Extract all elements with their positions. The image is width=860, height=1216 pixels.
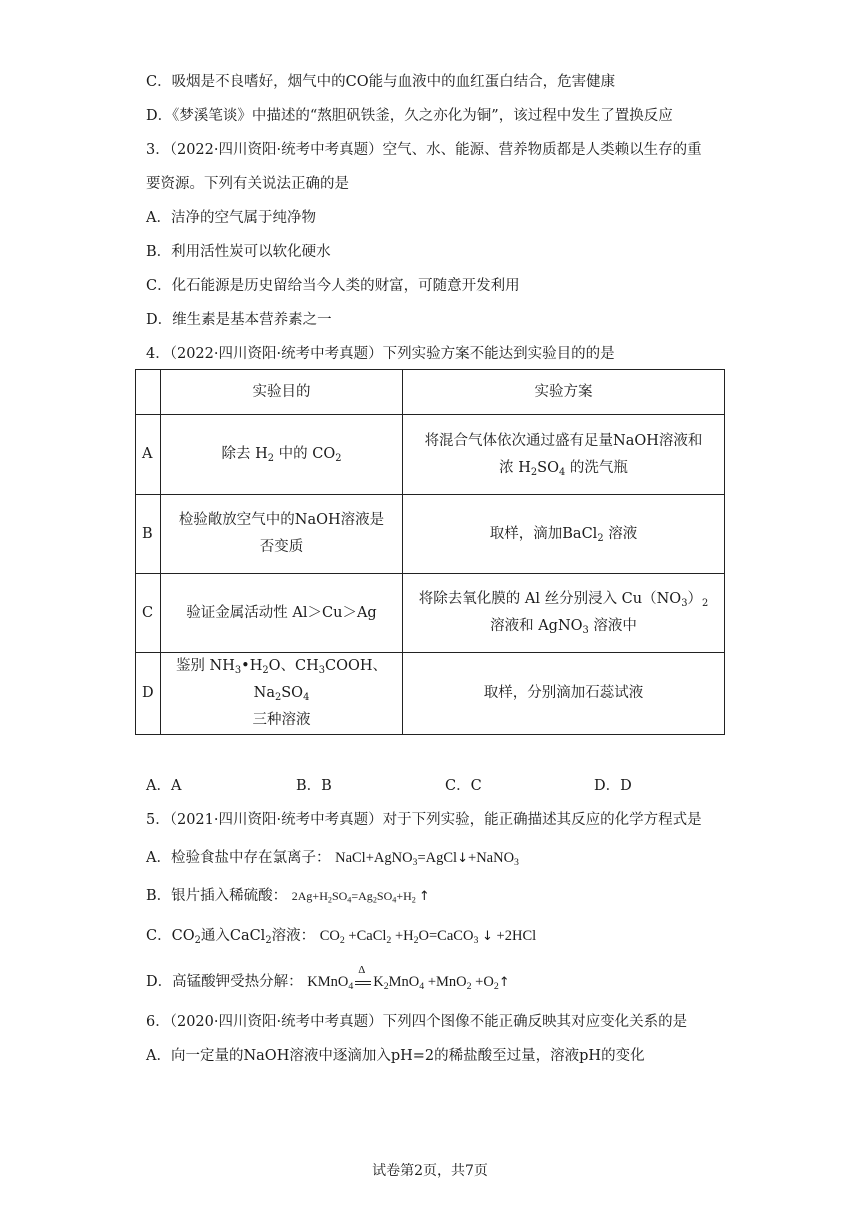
table-row <box>136 653 725 735</box>
row-aim: 鉴别 $NH_3•H_2O$、$CH_3COOH$、$Na_2SO_4$ 三种溶液 <box>161 653 403 735</box>
row-plan: 取样，滴加BaCl$_2$ 溶液 <box>403 495 725 574</box>
equation-b: $2Ag+H_2SO_4=Ag_2SO_4+H_2$ ↑ <box>291 889 430 905</box>
option-d-q2: D．《梦溪笔谈》中描述的“熬胆矾铁釜，久之亦化为铜”，该过程中发生了置换反应 <box>146 108 673 124</box>
row-label: B <box>136 495 161 574</box>
header-plan: 实验方案 <box>403 370 725 415</box>
question-4-stem: 4．（2022·四川资阳·统考中考真题）下列实验方案不能达到实验目的的是 <box>146 346 615 362</box>
row-plan: 将除去氧化膜的 Al 丝分别浸入 $Cu(NO_3)_2$ 溶液和 AgNO$_3$ 溶液中 <box>403 574 725 653</box>
page-footer: 试卷第2页，共7页 <box>372 1163 488 1179</box>
row-plan: 取样，分别滴加石蕊试液 <box>403 653 725 735</box>
choice-b-q4: B．B <box>296 778 332 794</box>
table-row <box>136 495 725 574</box>
option-a-q6: A．向一定量的NaOH溶液中逐滴加入pH=2的稀盐酸至过量，溶液pH的变化 <box>146 1048 645 1064</box>
row-aim: 除去 $H_2$ 中的 $CO_2$ <box>161 415 403 495</box>
choice-a-q4: A．A <box>146 778 182 794</box>
question-3-stem-line2: 要资源。下列有关说法正确的是 <box>146 176 349 192</box>
table-corner-cell <box>136 370 161 415</box>
row-label: C <box>136 574 161 653</box>
table-row <box>136 415 725 495</box>
option-d-q5: D．高锰酸钾受热分解： KMnO$_4$ Δ $K_2MnO_4 +MnO_2$ $+O_2↑$ <box>146 964 510 992</box>
option-a-q5: A．检验食盐中存在氯离子： NaCl+AgNO$_3$=AgCl↓+NaNO$_3$ <box>146 850 519 868</box>
question-6-stem: 6．（2020·四川资阳·统考中考真题）下列四个图像不能正确反映其对应变化关系的是 <box>146 1014 688 1030</box>
row-plan: 将混合气体依次通过盛有足量NaOH溶液和 浓 $H_2SO_4$ 的洗气瓶 <box>403 415 725 495</box>
option-c-q3: C．化石能源是历史留给当今人类的财富，可随意开发利用 <box>146 278 520 294</box>
option-b-q5: B．银片插入稀硫酸： $2Ag+H_2SO_4=Ag_2SO_4+H_2$ ↑ <box>146 888 430 905</box>
option-d-q3: D．维生素是基本营养素之一 <box>146 312 332 328</box>
option-a-q3: A．洁净的空气属于纯净物 <box>146 210 316 226</box>
equation-d: KMnO$_4$ Δ $K_2MnO_4 +MnO_2$ $+O_2↑$ <box>307 964 510 992</box>
question-5-stem: 5．（2021·四川资阳·统考中考真题）对于下列实验，能正确描述其反应的化学方程式是 <box>146 812 702 828</box>
experiment-table <box>135 369 725 735</box>
question-3-stem-line1: 3．（2022·四川资阳·统考中考真题）空气、水、能源、营养物质都是人类赖以生存的重 <box>146 142 702 158</box>
heating-condition-icon: Δ <box>353 972 373 992</box>
option-b-q3: B．利用活性炭可以软化硬水 <box>146 244 331 260</box>
equation-c: $CO_2$ +CaCl$_2$ $+H_2O=CaCO_3$ ↓ +2HCl <box>319 928 537 946</box>
equation-a: NaCl+AgNO$_3$=AgCl↓+NaNO$_3$ <box>335 850 519 868</box>
table-header-row <box>136 370 725 415</box>
header-aim: 实验目的 <box>161 370 403 415</box>
choice-c-q4: C．C <box>445 778 482 794</box>
row-label: A <box>136 415 161 495</box>
option-c-q5: C．$CO_2$通入CaCl$_2$溶液： $CO_2$ +CaCl$_2$ $+H_2O=CaCO_3$ ↓ +2HCl <box>146 928 537 946</box>
row-label: D <box>136 653 161 735</box>
table-row <box>136 574 725 653</box>
row-aim: 验证金属活动性 Al＞Cu＞Ag <box>161 574 403 653</box>
row-aim: 检验敞放空气中的NaOH溶液是 否变质 <box>161 495 403 574</box>
choice-d-q4: D．D <box>594 778 632 794</box>
option-c-q2: C．吸烟是不良嗜好，烟气中的CO能与血液中的血红蛋白结合，危害健康 <box>146 74 616 90</box>
